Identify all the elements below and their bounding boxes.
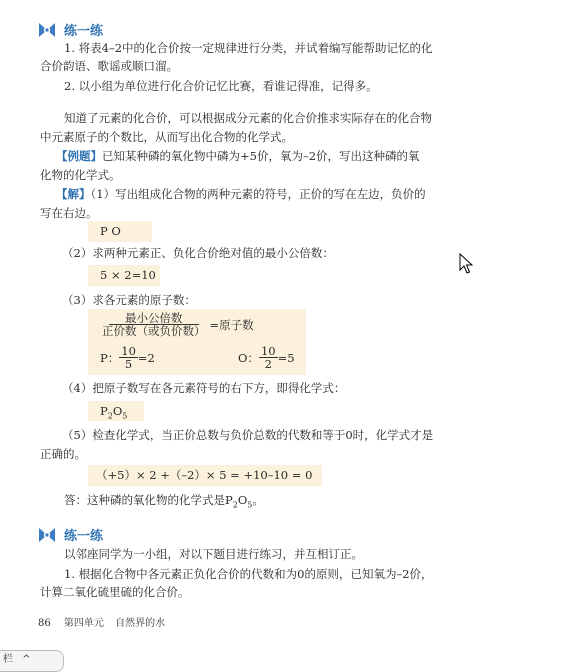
symbols-box: P O — [88, 221, 152, 242]
solution-step5-line1: （5）检查化学式，当正价总数与负价总数的代数和等于0时，化学式才是 — [62, 428, 434, 442]
answer-sub2: 5 — [247, 500, 253, 510]
p-fraction — [119, 345, 138, 370]
practice-heading-2 — [36, 525, 103, 544]
o-fraction — [259, 345, 278, 370]
practice-heading-1 — [36, 20, 103, 39]
practice-icon — [36, 21, 58, 39]
atom-count-box — [88, 309, 306, 375]
solution-step2: （2）求两种元素正、负化合价绝对值的最小公倍数： — [62, 246, 334, 260]
general-denominator: 正价数（或负价数） — [102, 324, 206, 338]
lcm-box: 5 × 2=10 — [88, 265, 160, 286]
compound-o-sub: 5 — [122, 411, 128, 421]
solution-step1: （1）写出组成化合物的两种元素的符号，正价的写在左边，负价的 — [90, 187, 426, 201]
general-fraction — [100, 312, 208, 337]
o-result: =5 — [277, 350, 295, 365]
general-formula — [100, 312, 254, 337]
solution-step1-line2: 写在右边。 — [40, 206, 98, 220]
compound-p: P — [100, 404, 108, 418]
o-label: O： — [238, 350, 259, 365]
mouse-cursor-icon — [459, 253, 473, 275]
p-label: P： — [100, 350, 120, 365]
p-calc — [100, 345, 155, 370]
o-calc — [238, 345, 295, 370]
general-numerator: 最小公倍数 — [109, 312, 199, 325]
example-line1 — [56, 146, 420, 167]
example-tag: 【例题】 — [56, 149, 102, 163]
check-box: （+5）× 2 +（–2）× 5 = +10–10 = 0 — [88, 465, 322, 486]
practice1-item1-line1: 1. 将表4–2中的化合价按一定规律进行分类，并试着编写能帮助记忆的化 — [64, 41, 433, 55]
general-result: =原子数 — [209, 317, 254, 332]
unit-title: 自然界的水 — [115, 618, 166, 629]
answer-mid: O — [237, 493, 248, 507]
page-number: 86 — [38, 618, 51, 629]
solution-step4: （4）把原子数写在各元素符号的右下方，即得化学式： — [62, 381, 346, 395]
practice1-item1-line2: 合价韵语、歌谣或顺口溜。 — [40, 59, 178, 73]
practice2-item1-line2: 计算二氧化硫里硫的化合价。 — [40, 585, 190, 599]
practice-icon — [36, 526, 58, 544]
answer-suffix: 。 — [252, 493, 264, 507]
bottom-tab[interactable] — [0, 650, 64, 672]
compound-o: O — [112, 404, 123, 418]
practice-title-1: 练一练 — [64, 24, 104, 39]
example-text: 已知某种磷的氧化物中磷为+5价，氧为–2价，写出这种磷的氧 — [102, 149, 420, 163]
p-result: =2 — [137, 350, 155, 365]
solution-step3: （3）求各元素的原子数： — [62, 293, 196, 307]
compound-p-sub: 2 — [107, 411, 113, 421]
chevron-up-icon: ^ — [22, 654, 31, 665]
answer-sub1: 2 — [232, 500, 238, 510]
practice2-item1-line1: 1. 根据化合物中各元素正负化合价的代数和为0的原则，已知氧为–2价， — [64, 567, 433, 581]
compound-box — [88, 401, 144, 421]
answer-prefix: 答：这种磷的氧化物的化学式是P — [64, 493, 233, 507]
o-denominator: 2 — [264, 357, 272, 371]
example-line2: 化物的化学式。 — [40, 168, 121, 182]
page-footer — [38, 614, 165, 629]
o-numerator: 10 — [260, 344, 276, 358]
answer-line — [64, 490, 264, 515]
practice1-item2: 2. 以小组为单位进行化合价记忆比赛，看谁记得准，记得多。 — [64, 79, 378, 93]
intro-line2: 中元素原子的个数比，从而写出化合物的化学式。 — [40, 130, 293, 144]
practice2-intro: 以邻座同学为一小组，对以下题目进行练习，并互相订正。 — [64, 547, 363, 561]
bottom-tab-label: 栏 — [3, 654, 13, 665]
unit-label: 第四单元 — [63, 618, 104, 629]
solution-tag: 【解】 — [56, 187, 91, 201]
solution-line1 — [56, 184, 426, 205]
p-numerator: 10 — [121, 344, 136, 358]
solution-step5-line2: 正确的。 — [40, 447, 86, 461]
practice-title-2: 练一练 — [64, 529, 104, 544]
intro-line1: 知道了元素的化合价，可以根据成分元素的化合价推求实际存在的化合物 — [64, 111, 432, 125]
p-denominator: 5 — [124, 357, 133, 371]
